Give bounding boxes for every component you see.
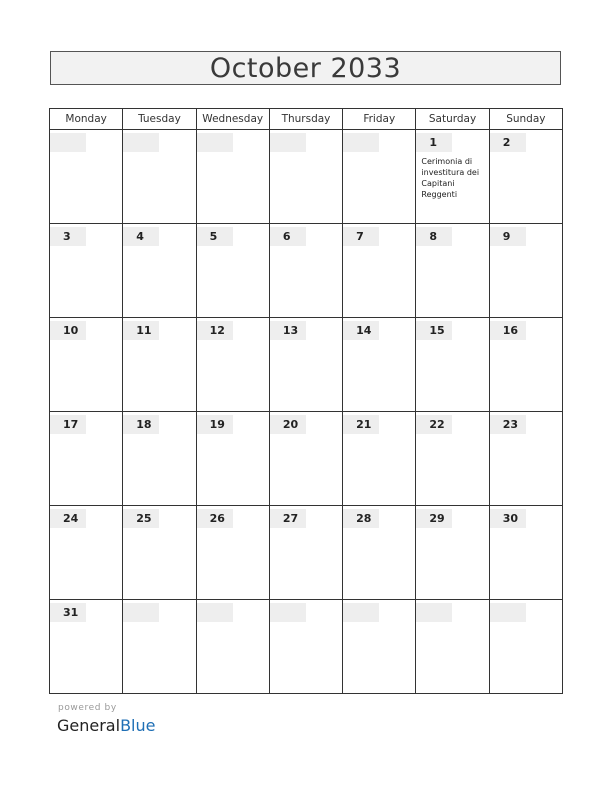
day-number — [197, 133, 233, 152]
day-number: 9 — [490, 227, 526, 246]
generalblue-logo — [57, 716, 155, 735]
calendar-body — [50, 130, 563, 694]
day-number: 26 — [197, 509, 233, 528]
day-number — [490, 603, 526, 622]
calendar-day-cell — [123, 224, 196, 318]
calendar-grid — [49, 108, 563, 694]
calendar-day-cell — [123, 600, 196, 694]
calendar-week-row — [50, 600, 563, 694]
calendar-day-cell — [123, 506, 196, 600]
powered-by-text: powered by — [58, 703, 117, 713]
weekday-header: Monday — [50, 109, 123, 130]
calendar-day-cell — [269, 600, 342, 694]
calendar-day-cell — [343, 224, 416, 318]
brand-blue: Blue — [120, 716, 156, 735]
calendar-day-cell — [123, 412, 196, 506]
day-number: 3 — [50, 227, 86, 246]
calendar-day-cell — [269, 224, 342, 318]
day-number: 12 — [197, 321, 233, 340]
calendar-day-cell — [416, 318, 489, 412]
weekday-header: Saturday — [416, 109, 489, 130]
calendar-day-cell — [489, 600, 562, 694]
day-number: 24 — [50, 509, 86, 528]
day-number: 5 — [197, 227, 233, 246]
calendar-day-cell — [50, 600, 123, 694]
calendar-day-cell — [416, 224, 489, 318]
day-number: 28 — [343, 509, 379, 528]
weekday-header: Friday — [343, 109, 416, 130]
calendar-day-cell — [343, 412, 416, 506]
calendar-day-cell — [489, 318, 562, 412]
day-number — [50, 133, 86, 152]
day-number: 17 — [50, 415, 86, 434]
day-number — [270, 603, 306, 622]
calendar-day-cell — [489, 412, 562, 506]
day-number: 2 — [490, 133, 526, 152]
calendar-day-cell — [416, 600, 489, 694]
calendar-week-row — [50, 130, 563, 224]
calendar-day-cell — [489, 224, 562, 318]
calendar-week-row — [50, 506, 563, 600]
calendar-day-cell — [343, 318, 416, 412]
calendar-day-cell — [50, 506, 123, 600]
calendar-day-cell — [50, 318, 123, 412]
day-number: 18 — [123, 415, 159, 434]
day-number: 25 — [123, 509, 159, 528]
day-number: 22 — [416, 415, 452, 434]
day-number: 27 — [270, 509, 306, 528]
weekday-header: Wednesday — [196, 109, 269, 130]
calendar-day-cell — [196, 506, 269, 600]
weekday-header: Tuesday — [123, 109, 196, 130]
day-number — [270, 133, 306, 152]
day-number: 14 — [343, 321, 379, 340]
day-number: 8 — [416, 227, 452, 246]
day-number: 23 — [490, 415, 526, 434]
day-number: 13 — [270, 321, 306, 340]
calendar-day-cell — [269, 130, 342, 224]
calendar-day-cell — [50, 412, 123, 506]
calendar-week-row — [50, 224, 563, 318]
day-number: 30 — [490, 509, 526, 528]
calendar-day-cell — [269, 318, 342, 412]
day-number: 6 — [270, 227, 306, 246]
calendar-day-cell — [489, 130, 562, 224]
day-number: 16 — [490, 321, 526, 340]
calendar-day-cell — [416, 506, 489, 600]
calendar-day-cell — [123, 318, 196, 412]
day-number — [123, 603, 159, 622]
calendar-day-cell — [196, 224, 269, 318]
calendar-day-cell — [343, 600, 416, 694]
calendar-title: October 2033 — [209, 52, 402, 84]
calendar-day-cell — [196, 600, 269, 694]
day-number: 29 — [416, 509, 452, 528]
weekday-header-row — [50, 109, 563, 130]
calendar-day-cell — [196, 318, 269, 412]
weekday-header: Sunday — [489, 109, 562, 130]
day-number — [123, 133, 159, 152]
day-number — [197, 603, 233, 622]
day-number: 4 — [123, 227, 159, 246]
day-number: 10 — [50, 321, 86, 340]
footer-branding — [57, 703, 155, 735]
brand-general: General — [57, 716, 121, 735]
holiday-event: Cerimonia di investitura dei Capitani Reggenti — [421, 157, 480, 199]
calendar-day-cell — [269, 506, 342, 600]
day-number: 1 — [416, 133, 452, 152]
day-number: 20 — [270, 415, 306, 434]
calendar-day-cell — [123, 130, 196, 224]
weekday-header: Thursday — [269, 109, 342, 130]
day-number: 7 — [343, 227, 379, 246]
day-number: 11 — [123, 321, 159, 340]
day-number: 21 — [343, 415, 379, 434]
calendar-day-cell — [196, 412, 269, 506]
calendar-day-cell — [416, 130, 489, 224]
calendar-day-cell — [416, 412, 489, 506]
calendar-title-box — [50, 51, 561, 85]
calendar-day-cell — [50, 224, 123, 318]
calendar-day-cell — [50, 130, 123, 224]
day-number: 19 — [197, 415, 233, 434]
calendar-day-cell — [343, 130, 416, 224]
calendar-week-row — [50, 412, 563, 506]
calendar-day-cell — [269, 412, 342, 506]
day-number — [343, 133, 379, 152]
day-number: 15 — [416, 321, 452, 340]
day-number — [416, 603, 452, 622]
day-number — [343, 603, 379, 622]
day-number: 31 — [50, 603, 86, 622]
calendar-day-cell — [196, 130, 269, 224]
calendar-day-cell — [489, 506, 562, 600]
calendar-week-row — [50, 318, 563, 412]
calendar-day-cell — [343, 506, 416, 600]
